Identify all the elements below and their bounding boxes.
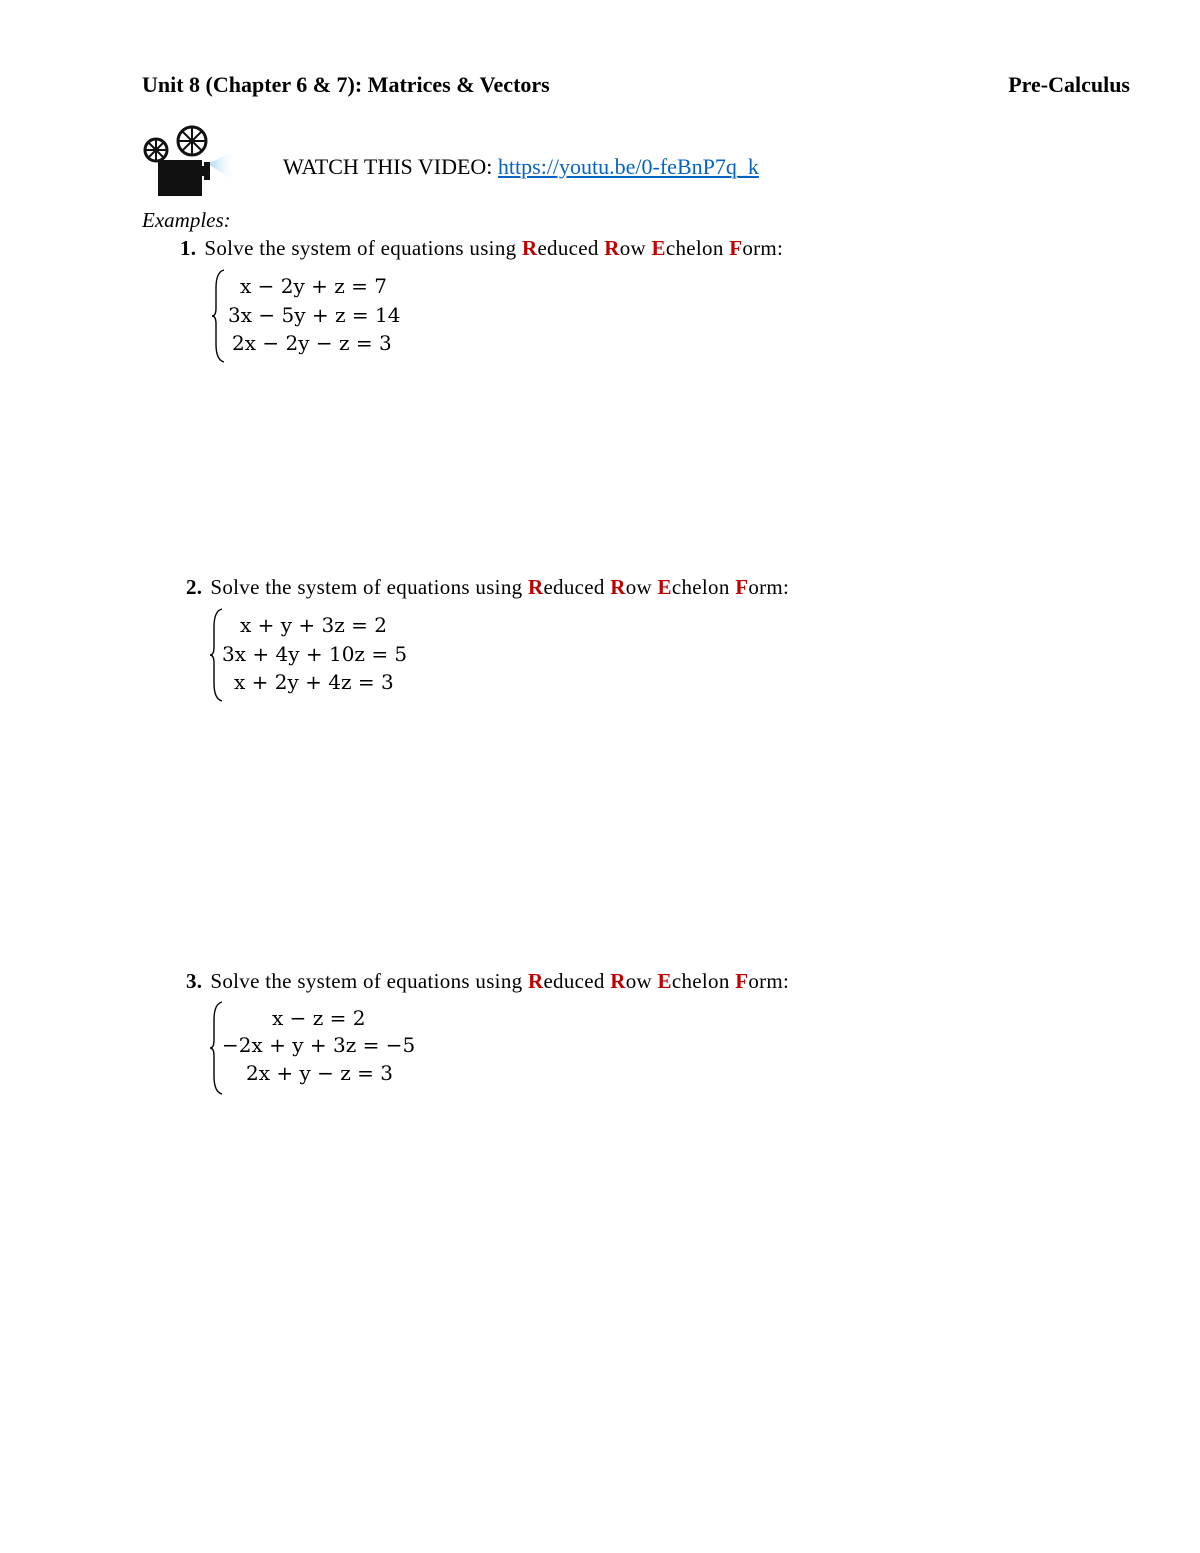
- problem-number: 1.: [180, 236, 197, 260]
- course-name: Pre-Calculus: [1008, 72, 1130, 97]
- equation-system-2: [210, 613, 440, 703]
- equation-system-1: [212, 274, 432, 364]
- equation: x + 2y + 4z = 3: [234, 670, 394, 694]
- word-rest: educed: [543, 969, 611, 993]
- initial-letter: R: [610, 575, 626, 599]
- word-rest: educed: [537, 236, 605, 260]
- word-rest: chelon: [671, 575, 736, 599]
- equation: 2x + y − z = 3: [246, 1061, 393, 1085]
- problem-1-instruction: [180, 236, 783, 261]
- word-rest: educed: [543, 575, 611, 599]
- examples-label: Examples:: [142, 208, 231, 232]
- word-rest: orm:: [742, 236, 784, 260]
- word-rest: orm:: [748, 969, 790, 993]
- word-rest: orm:: [748, 575, 790, 599]
- equation: 2x − 2y − z = 3: [232, 331, 392, 355]
- initial-letter: E: [657, 969, 672, 993]
- equation: x + y + 3z = 2: [240, 613, 387, 637]
- equation: x − 2y + z = 7: [240, 274, 387, 298]
- film-projector-icon: [140, 124, 240, 200]
- initial-letter: R: [604, 236, 620, 260]
- brace-icon: [212, 268, 226, 364]
- problem-number: 2.: [186, 575, 203, 599]
- page-title: Unit 8 (Chapter 6 & 7): Matrices & Vectors: [142, 72, 550, 97]
- equation: x − z = 2: [272, 1006, 366, 1030]
- instruction-prefix: Solve the system of equations using: [204, 236, 522, 260]
- problem-3-instruction: [186, 969, 789, 994]
- video-link[interactable]: https://youtu.be/0-feBnP7q_k: [497, 154, 759, 179]
- word-rest: ow: [619, 236, 652, 260]
- problem-2-instruction: [186, 575, 789, 600]
- word-rest: chelon: [665, 236, 730, 260]
- word-rest: ow: [625, 575, 658, 599]
- instruction-prefix: Solve the system of equations using: [210, 969, 528, 993]
- initial-letter: F: [729, 236, 743, 260]
- equation-system-3: [210, 1006, 450, 1096]
- equation: 3x + 4y + 10z = 5: [222, 642, 408, 666]
- initial-letter: R: [610, 969, 626, 993]
- initial-letter: R: [527, 969, 544, 993]
- initial-letter: F: [735, 575, 749, 599]
- initial-letter: R: [521, 236, 538, 260]
- equation: 3x − 5y + z = 14: [228, 303, 401, 327]
- initial-letter: F: [735, 969, 749, 993]
- video-label: WATCH THIS VIDEO:: [283, 154, 498, 179]
- instruction-prefix: Solve the system of equations using: [210, 575, 528, 599]
- equation: −2x + y + 3z = −5: [222, 1033, 416, 1057]
- video-line: [283, 154, 759, 180]
- word-rest: chelon: [671, 969, 736, 993]
- initial-letter: E: [657, 575, 672, 599]
- initial-letter: E: [651, 236, 666, 260]
- initial-letter: R: [527, 575, 544, 599]
- word-rest: ow: [625, 969, 658, 993]
- problem-number: 3.: [186, 969, 203, 993]
